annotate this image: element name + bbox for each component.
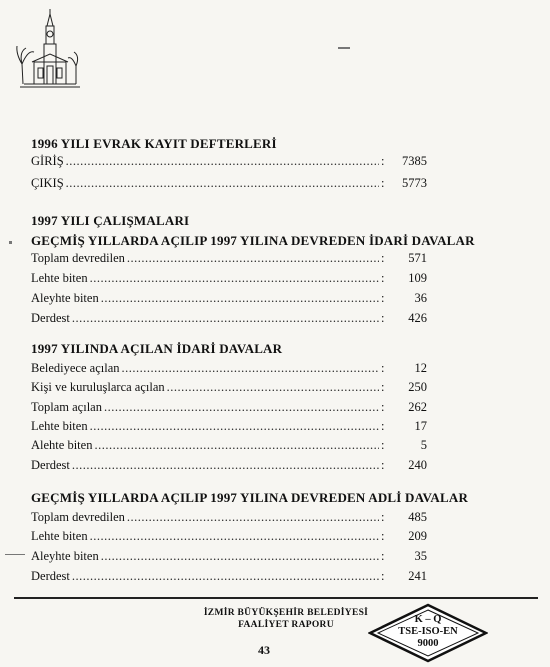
dot-leader [90, 529, 379, 544]
page-number: 43 [258, 643, 270, 657]
badge-line-1: K – Q [414, 614, 442, 625]
quality-badge [368, 614, 488, 650]
row-label: Alehte biten [31, 438, 93, 452]
dot-leader [72, 569, 379, 584]
row-label: Aleyhte biten [31, 549, 99, 563]
row-value: 262 [408, 400, 427, 414]
row-label: Lehte biten [31, 529, 88, 543]
list-item: GİRİŞ ..... : 7385 [31, 154, 427, 169]
section-title-devreden-idari: GEÇMİŞ YILLARDA AÇILIP 1997 YILINA DEVREDEN İDARİ DAVALAR [31, 233, 475, 248]
list-item: Belediyece açılan ..... : 12 [31, 361, 427, 376]
dot-leader [66, 176, 379, 191]
list-item: ÇIKIŞ ..... : 5773 [31, 176, 427, 191]
row-label: Toplam devredilen [31, 251, 125, 265]
list-item: Lehte biten ..... : 17 [31, 419, 427, 434]
row-label: Toplam devredilen [31, 510, 125, 524]
row-value: 5773 [402, 176, 427, 190]
row-label: Belediyece açılan [31, 361, 120, 375]
dot-leader [90, 271, 379, 286]
dot-leader [90, 419, 379, 434]
dot-leader [72, 311, 379, 326]
row-label: Derdest [31, 458, 70, 472]
footer-report-name: FAALİYET RAPORU [238, 620, 334, 630]
section-title-acilan-idari: 1997 YILINDA AÇILAN İDARİ DAVALAR [31, 341, 283, 356]
footer-org-name: İZMİR BÜYÜKŞEHİR BELEDİYESİ [203, 608, 369, 618]
row-label: ÇIKIŞ [31, 176, 64, 190]
list-item: Toplam devredilen ..... : 571 [31, 251, 427, 266]
footer-org [186, 607, 386, 631]
row-value: 426 [408, 311, 427, 325]
row-value: 209 [408, 529, 427, 543]
dot-leader [94, 438, 379, 453]
row-label: Derdest [31, 569, 70, 583]
row-label: GİRİŞ [31, 154, 64, 168]
list-item: Alehte biten ..... : 5 [31, 438, 427, 453]
dot-leader [101, 549, 379, 564]
dot-leader [127, 251, 379, 266]
dot-leader [101, 291, 379, 306]
list-item: Derdest ..... : 240 [31, 458, 427, 473]
clock-tower-icon [14, 4, 86, 88]
section-title-1997: 1997 YILI ÇALIŞMALARI [31, 213, 190, 228]
row-label: Aleyhte biten [31, 291, 99, 305]
list-item: Derdest ..... : 241 [31, 569, 427, 584]
row-label: Lehte biten [31, 271, 88, 285]
badge-line-3: 9000 [417, 638, 439, 649]
dot-leader [104, 400, 379, 415]
list-item: Kişi ve kuruluşlarca açılan ..... : 250 [31, 380, 427, 395]
list-item: Toplam devredilen ..... : 485 [31, 510, 427, 525]
list-item: Derdest ..... : 426 [31, 311, 427, 326]
row-value: 250 [408, 380, 427, 394]
row-value: 35 [414, 549, 427, 563]
row-value: 109 [408, 271, 427, 285]
dot-leader [72, 458, 379, 473]
dot-leader [66, 154, 379, 169]
row-value: 5 [420, 438, 427, 452]
list-item: Toplam açılan ..... : 262 [31, 400, 427, 415]
row-label: Kişi ve kuruluşlarca açılan [31, 380, 165, 394]
list-item: Lehte biten ..... : 109 [31, 271, 427, 286]
row-value: 17 [414, 419, 427, 433]
dot-leader [122, 361, 380, 376]
row-value: 240 [408, 458, 427, 472]
badge-line-2: TSE-ISO-EN [398, 626, 458, 637]
row-label: Toplam açılan [31, 400, 102, 414]
dot-leader [127, 510, 379, 525]
row-value: 241 [408, 569, 427, 583]
list-item: Aleyhte biten ..... : 35 [31, 549, 427, 564]
row-value: 571 [408, 251, 427, 265]
dot-leader [167, 380, 379, 395]
section-title-devreden-adli: GEÇMİŞ YILLARDA AÇILIP 1997 YILINA DEVREDEN ADLİ DAVALAR [31, 490, 469, 505]
list-item: Lehte biten ..... : 209 [31, 529, 427, 544]
section-title-evrak: 1996 YILI EVRAK KAYIT DEFTERLERİ [31, 136, 277, 151]
row-label: Derdest [31, 311, 70, 325]
row-value: 485 [408, 510, 427, 524]
row-value: 36 [414, 291, 427, 305]
row-label: Lehte biten [31, 419, 88, 433]
list-item: Aleyhte biten ..... : 36 [31, 291, 427, 306]
footer-divider [14, 597, 538, 599]
row-value: 12 [414, 361, 427, 375]
row-value: 7385 [402, 154, 427, 168]
